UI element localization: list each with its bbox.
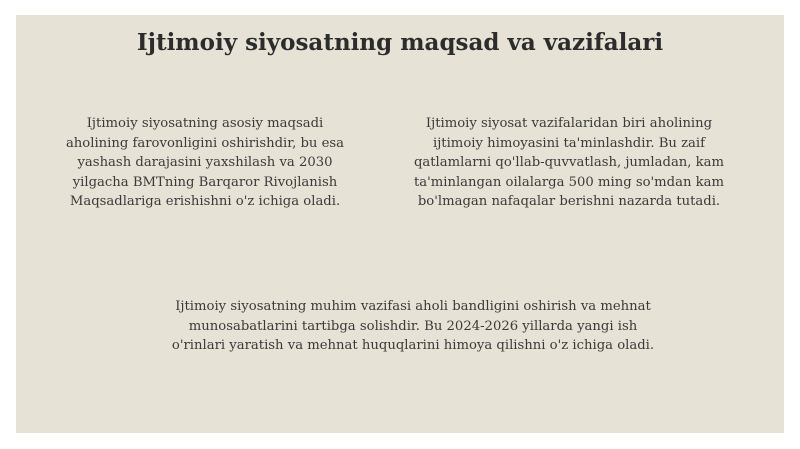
paragraph-employment: Ijtimoiy siyosatning muhim vazifasi aholi bandligini oshirish va mehnat munosabatlarini tartibga solishdir. Bu 2024-2026 yillarda yangi ish o'rinlari yaratish va mehnat huquqlarini himoya qilishni o'z ichiga oladi. [171, 299, 655, 353]
paragraph-social-protection: Ijtimoiy siyosat vazifalaridan biri aholining ijtimoiy himoyasini ta'minlashdir. Bu zaif qatlamlarni qo'llab-quvvatlash, jumladan, kam ta'minlangan oilalarga 500 ming so'mdan kam bo'lmagan nafaqalar berishni nazarda tutadi. [413, 116, 725, 209]
paragraph-goal: Ijtimoiy siyosatning asosiy maqsadi aholining farovonligini oshirishdir, bu esa yashash darajasini yaxshilash va 2030 yilgacha BMTning Barqaror Rivojlanish Maqsadlariga erishishni o'z ichiga oladi. [65, 116, 345, 209]
slide-title: Ijtimoiy siyosatning maqsad va vazifalari [136, 29, 664, 56]
slide [16, 15, 784, 433]
